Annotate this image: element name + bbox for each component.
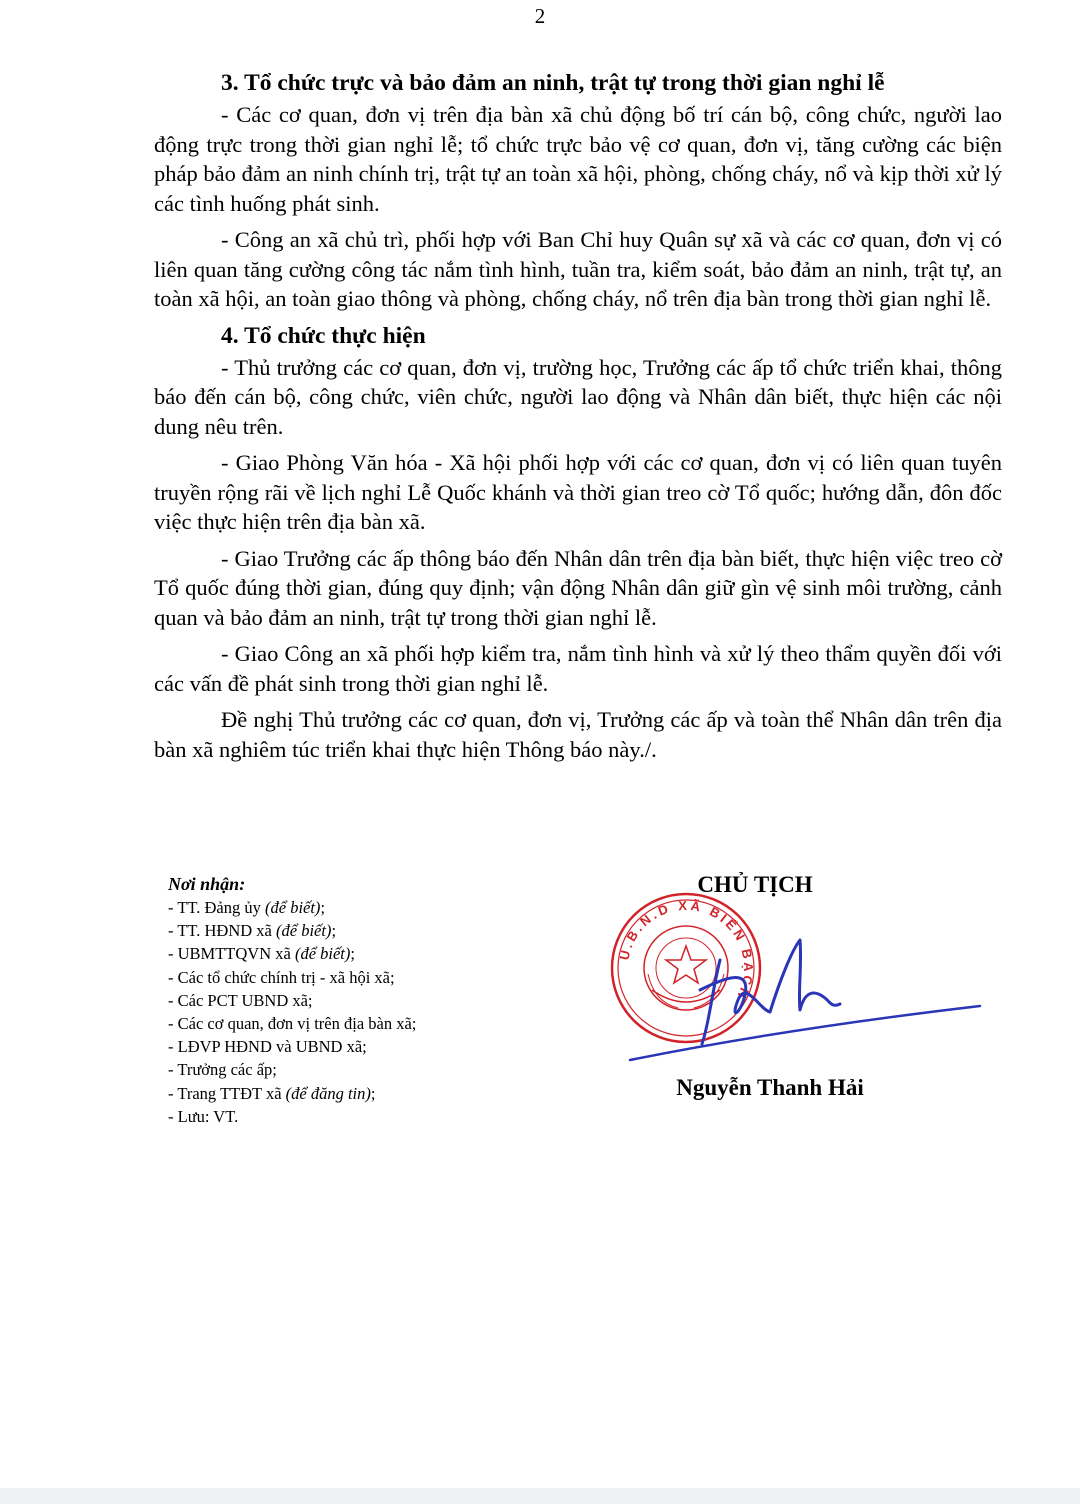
section-3-paragraph: - Các cơ quan, đơn vị trên địa bàn xã chủ động bố trí cán bộ, công chức, người lao động trực trong thời gian nghỉ lễ; tổ chức trực bảo vệ cơ quan, đơn vị, tăng cường các biện pháp bảo đảm an ninh chính trị, trật tự an toàn xã hội, phòng, chống cháy, nổ và kịp thời xử lý các tình huống phát sinh. [154,102,1002,216]
seal-text: U.B.N.D XÃ BIỂN BẠCH [616,897,757,1004]
section-3-paragraph: - Công an xã chủ trì, phối hợp với Ban Chỉ huy Quân sự xã và các cơ quan, đơn vị có liên quan tăng cường công tác nắm tình hình, tuần tra, kiểm soát, bảo đảm an ninh, trật tự, an toàn xã hội, an toàn giao thông và phòng, chống cháy, nổ trên địa bàn trong thời gian nghỉ lễ. [154,227,1002,311]
recipients-title: Nơi nhận: [168,874,246,894]
section-4-paragraph: - Giao Công an xã phối hợp kiểm tra, nắm tình hình và xử lý theo thẩm quyền đối với các vấn đề phát sinh trong thời gian nghỉ lễ. [154,641,1002,696]
recipient-item: - Các cơ quan, đơn vị trên địa bàn xã; [168,1014,417,1034]
section-3-heading: 3. Tổ chức trực và bảo đảm an ninh, trật tự trong thời gian nghỉ lễ [221,70,885,96]
recipient-item: - Các PCT UBND xã; [168,990,313,1010]
section-4-heading: 4. Tổ chức thực hiện [221,322,426,349]
handwritten-signature [620,920,1000,1070]
recipient-item: - TT. Đảng ủy (để biết); [168,898,326,917]
document-body [154,68,1002,771]
recipient-item: - UBMTTQVN xã (để biết); [168,944,355,964]
closing-paragraph: Đề nghị Thủ trưởng các cơ quan, đơn vị, Trưởng các ấp và toàn thể Nhân dân trên địa bàn xã nghiêm túc triển khai thực hiện Thông báo này./. [154,707,1002,762]
section-4-paragraph: - Giao Phòng Văn hóa - Xã hội phối hợp với các cơ quan, đơn vị có liên quan tuyên truyền rộng rãi về lịch nghỉ Lễ Quốc khánh và thời gian treo cờ Tổ quốc; hướng dẫn, đôn đốc việc thực hiện trên địa bàn xã. [154,450,1002,534]
section-4-paragraph: - Thủ trưởng các cơ quan, đơn vị, trường học, Trưởng các ấp tổ chức triển khai, thông báo đến cán bộ, công chức, viên chức, người lao động và Nhân dân biết, thực hiện các nội dung nêu trên. [154,354,1002,439]
recipients-block [168,872,588,1128]
page-bottom-edge [0,1488,1080,1504]
section-4-paragraph: - Giao Trưởng các ấp thông báo đến Nhân dân trên địa bàn biết, thực hiện việc treo cờ Tổ quốc đúng thời gian, đúng quy định; vận động Nhân dân giữ gìn vệ sinh môi trường, cảnh quan và bảo đảm an ninh, trật tự trong thời gian nghỉ lễ. [154,545,1002,630]
recipient-item: - Lưu: VT. [168,1106,239,1126]
page-number: 2 [534,4,546,28]
recipient-item: - Trưởng các ấp; [168,1060,277,1080]
signer-name: Nguyễn Thanh Hải [676,1075,864,1100]
recipient-item: - LĐVP HĐND và UBND xã; [168,1037,367,1057]
recipient-item: - Trang TTĐT xã (để đăng tin); [168,1083,376,1103]
recipient-item: - Các tổ chức chính trị - xã hội xã; [168,967,395,987]
signer-title: CHỦ TỊCH [697,872,813,897]
recipient-item: - TT. HĐND xã (để biết); [168,921,337,941]
